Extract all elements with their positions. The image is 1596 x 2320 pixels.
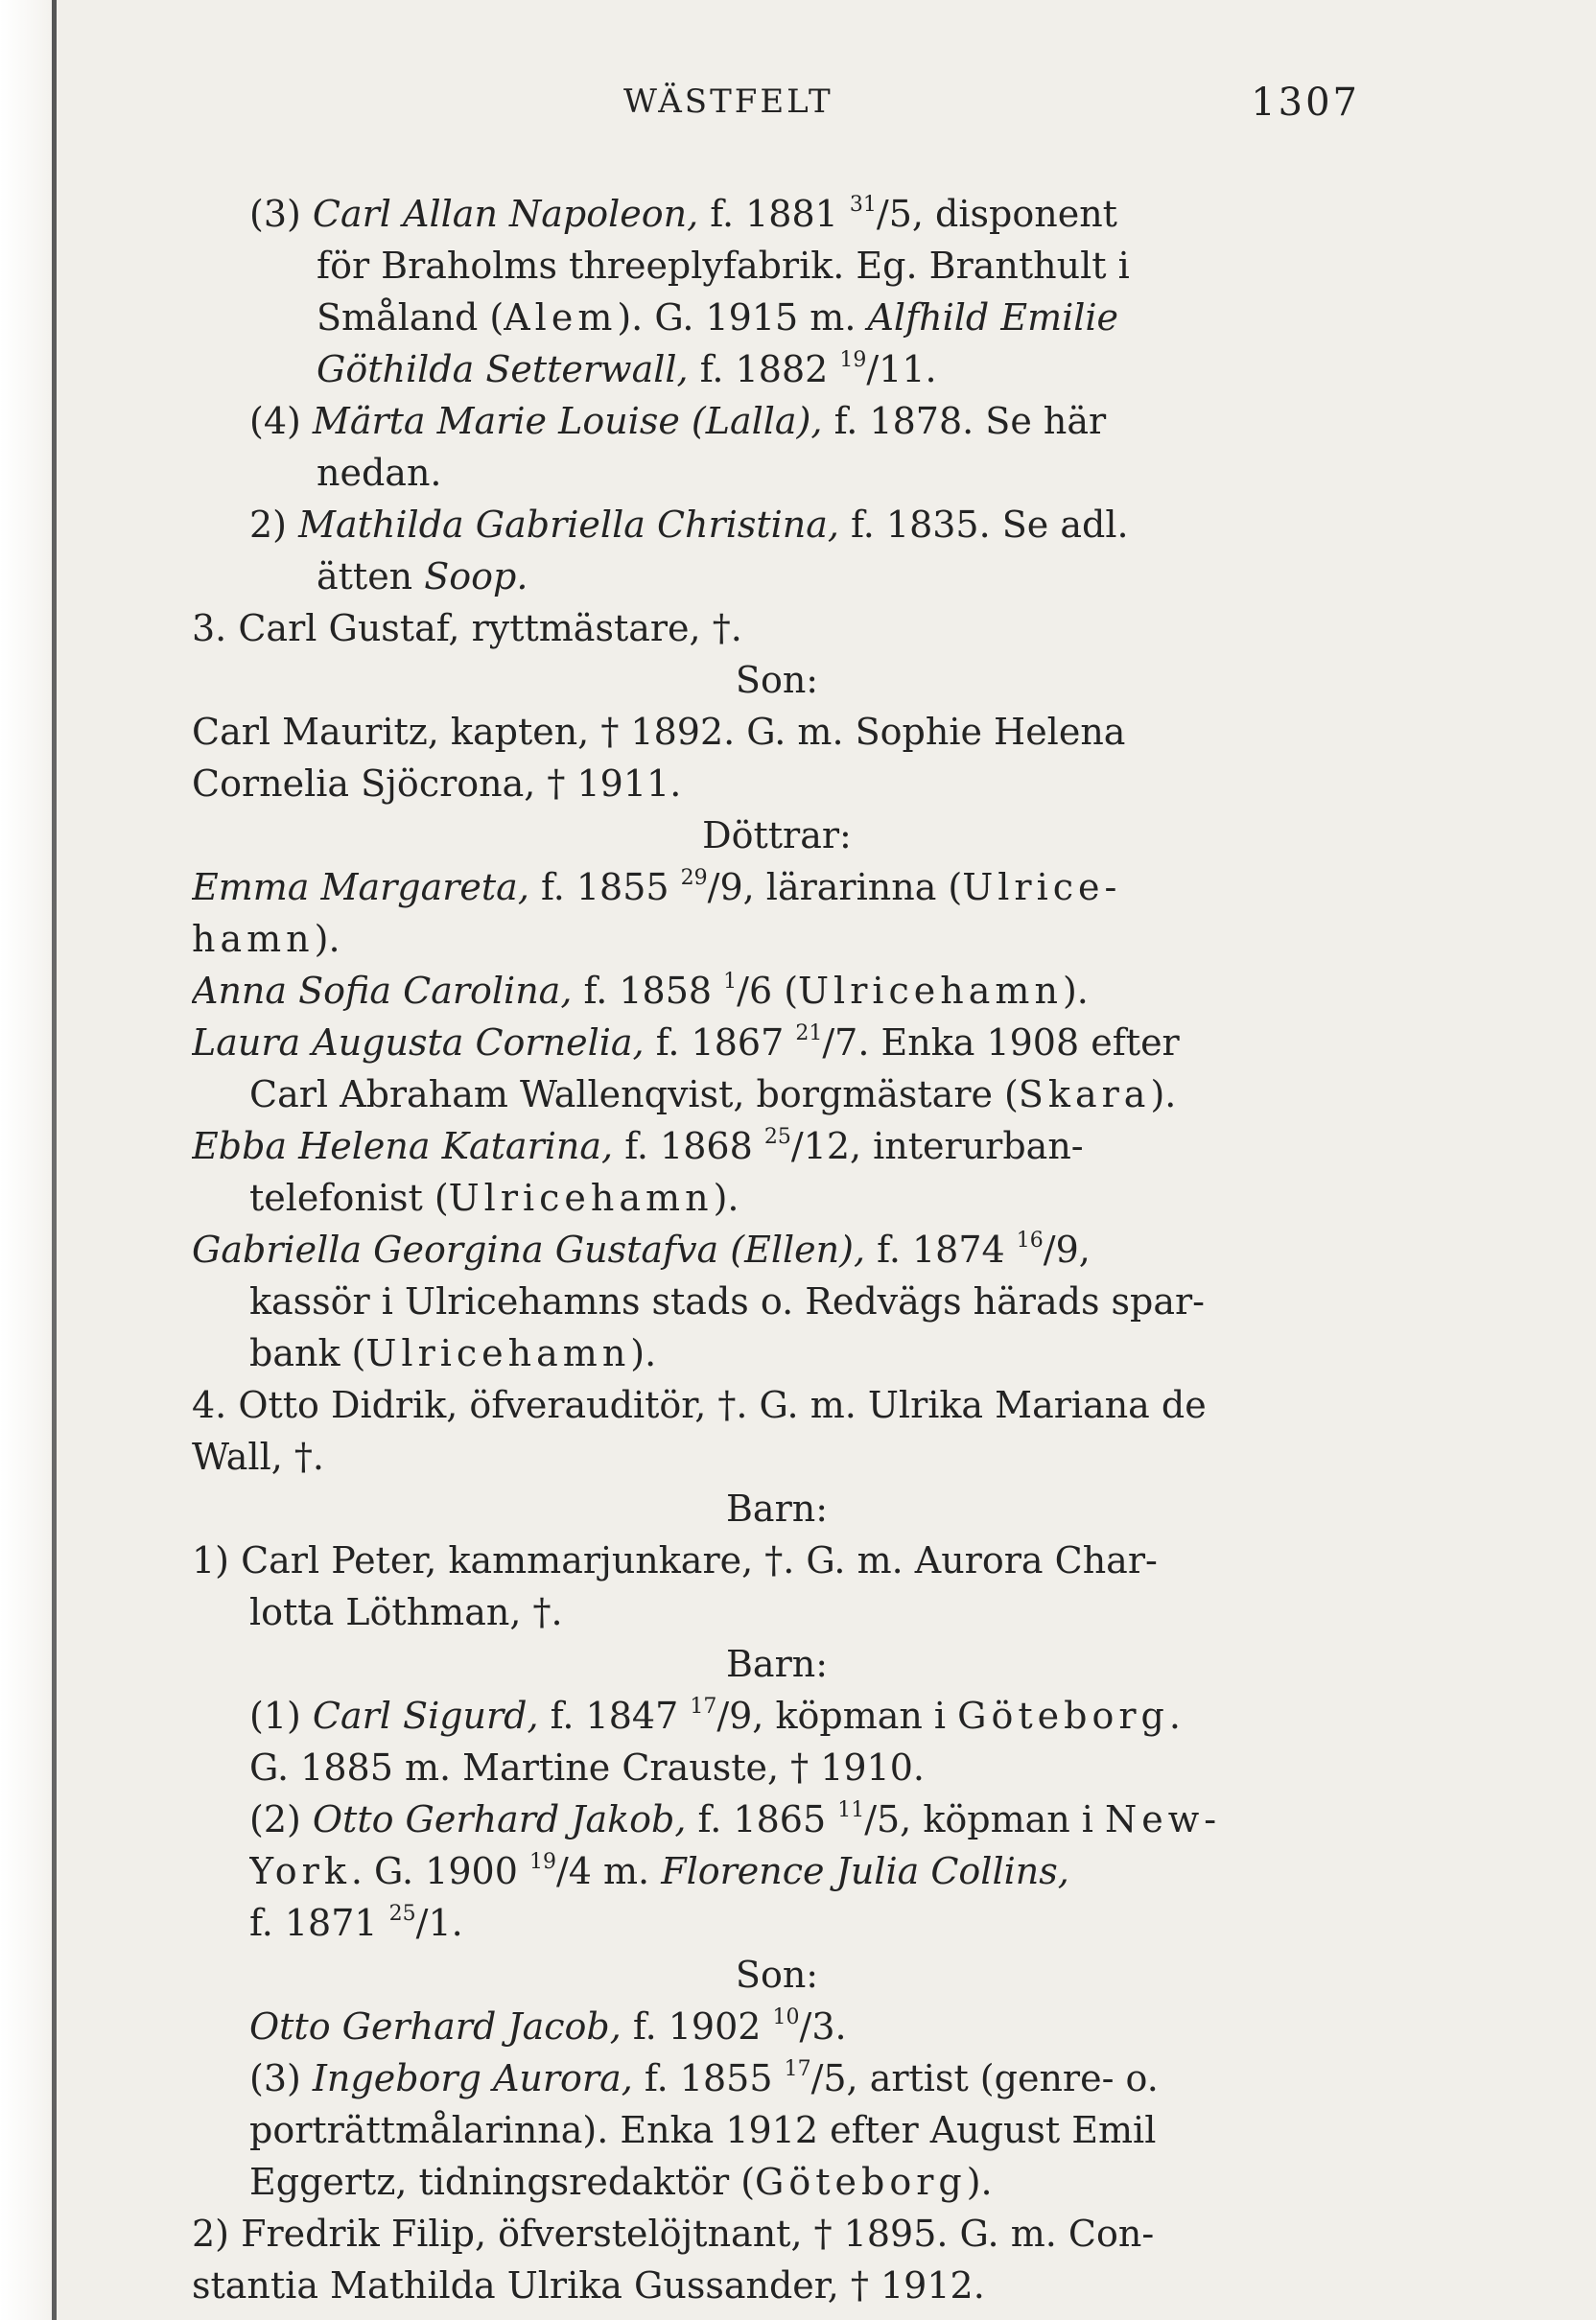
person-name: Laura Augusta Cornelia,	[192, 1021, 645, 1064]
text-line	[317, 292, 1362, 343]
text-segment: f. 1867	[644, 1021, 796, 1064]
person-name: Mathilda Gabriella Christina,	[298, 504, 839, 546]
running-head: WÄSTFELT	[623, 82, 833, 121]
text-line	[249, 1327, 1362, 1379]
person-name: Ebba Helena Katarina,	[192, 1125, 614, 1167]
text-segment: f. 1858	[572, 970, 724, 1012]
text-line	[192, 1017, 1362, 1068]
text-segment: f. 1882	[688, 348, 840, 390]
date-superscript: 11	[837, 1798, 865, 1822]
place-name: Göteborg.	[957, 1695, 1185, 1737]
date-superscript: 17	[784, 2057, 811, 2081]
text-line	[192, 1120, 1362, 1172]
text-line	[249, 1690, 1362, 1742]
text-segment: Eggertz, tidningsredaktör (	[249, 2161, 756, 2203]
text-segment: (1)	[249, 1695, 313, 1737]
text-segment: porträttmålarinna). Enka 1912 efter August Emil	[249, 2109, 1157, 2151]
text-segment: ).	[314, 918, 340, 960]
text-line	[249, 395, 1362, 447]
text-segment: /6 (	[737, 970, 799, 1012]
text-line	[249, 2156, 1362, 2208]
genealogy-entries	[192, 188, 1362, 2311]
text-segment: /5, köpman i	[864, 1798, 1106, 1840]
text-segment: /7. Enka 1908 efter	[822, 1021, 1180, 1064]
text-segment: Carl Mauritz, kapten, † 1892. G. m. Sophie Helena	[192, 711, 1126, 753]
text-segment: Döttrar:	[702, 814, 852, 856]
text-segment: /1.	[415, 1902, 463, 1944]
text-line	[192, 602, 1362, 654]
place-name: Ulricehamn	[448, 1177, 714, 1219]
text-segment: /3.	[799, 2005, 847, 2048]
text-segment: (3)	[249, 193, 313, 235]
text-segment: Son:	[735, 659, 819, 701]
text-line	[249, 2104, 1362, 2156]
text-segment: Barn:	[725, 1488, 829, 1530]
text-segment: /4 m.	[555, 1850, 662, 1892]
text-segment: stantia Mathilda Ulrika Gussander, † 1912.	[192, 2264, 985, 2307]
text-line	[317, 240, 1362, 292]
text-line	[249, 1586, 1362, 1638]
text-line	[192, 1224, 1362, 1276]
text-segment: f. 1868	[613, 1125, 764, 1167]
place-name: Skara	[1018, 1073, 1151, 1115]
place-name: Ulricehamn	[365, 1332, 631, 1374]
place-name: Ulricehamn	[798, 970, 1063, 1012]
text-segment: 4. Otto Didrik, öfverauditör, †. G. m. Ulrika Mariana de	[192, 1384, 1207, 1426]
text-line	[249, 1276, 1362, 1327]
section-heading	[192, 1483, 1362, 1535]
text-segment: f. 1855	[632, 2057, 785, 2099]
text-segment: ).	[966, 2161, 993, 2203]
person-name: Ingeborg Aurora,	[312, 2057, 633, 2099]
text-segment: G. 1885 m. Martine Crauste, † 1910.	[249, 1746, 925, 1789]
text-segment: /5, artist (genre- o.	[810, 2057, 1159, 2099]
person-name: Märta Marie Louise (Lalla),	[312, 400, 823, 442]
text-line	[249, 499, 1362, 551]
date-superscript: 19	[528, 1850, 556, 1874]
text-line	[249, 1742, 1362, 1793]
text-segment: Carl Abraham Wallenqvist, borgmästare (	[249, 1073, 1019, 1115]
text-segment: f. 1874	[865, 1229, 1017, 1271]
date-superscript: 10	[772, 2005, 800, 2029]
text-segment: Wall, †.	[192, 1436, 324, 1478]
text-segment: /9, lärarinna (	[707, 866, 963, 908]
text-line	[192, 965, 1362, 1017]
date-superscript: 25	[388, 1902, 416, 1926]
text-segment: kassör i Ulricehamns stads o. Redvägs härads spar-	[249, 1280, 1206, 1323]
text-line	[192, 2208, 1362, 2260]
text-segment: Barn:	[725, 1643, 829, 1685]
section-heading	[192, 1949, 1362, 2001]
page-number: 1307	[1251, 81, 1360, 125]
text-line	[192, 2260, 1362, 2311]
text-segment: för Braholms threeplyfabrik. Eg. Branthult i	[317, 245, 1130, 287]
person-name: Emma Margareta,	[192, 866, 529, 908]
text-segment: 2)	[249, 504, 299, 546]
date-superscript: 1	[723, 970, 738, 994]
person-name: Carl Sigurd,	[312, 1695, 539, 1737]
text-line	[249, 1172, 1362, 1224]
person-name: Göthilda Setterwall,	[317, 348, 689, 390]
text-line	[192, 758, 1362, 809]
date-superscript: 17	[690, 1695, 717, 1719]
text-segment: 2) Fredrik Filip, öfverstelöjtnant, † 1895. G. m. Con-	[192, 2213, 1155, 2255]
place-name: New-	[1105, 1798, 1222, 1840]
person-name: Anna Sofia Carolina,	[192, 970, 573, 1012]
text-segment: (3)	[249, 2057, 313, 2099]
text-segment: f. 1847	[538, 1695, 691, 1737]
date-superscript: 19	[839, 348, 867, 372]
text-segment: (2)	[249, 1798, 313, 1840]
person-name: Carl Allan Napoleon,	[312, 193, 699, 235]
text-segment: Småland (	[317, 296, 505, 339]
text-line	[249, 2052, 1362, 2104]
text-line	[249, 1068, 1362, 1120]
text-segment: (4)	[249, 400, 313, 442]
text-segment: nedan.	[317, 452, 442, 494]
person-name: Otto Gerhard Jacob,	[249, 2005, 622, 2048]
date-superscript: 21	[795, 1021, 823, 1045]
text-line	[249, 1845, 1362, 1897]
text-line	[249, 1897, 1362, 1949]
section-heading	[192, 654, 1362, 706]
date-superscript: 29	[680, 866, 708, 890]
text-line	[249, 1793, 1362, 1845]
person-name: Florence Julia Collins,	[661, 1850, 1069, 1892]
text-line	[192, 1379, 1362, 1431]
text-line	[317, 447, 1362, 499]
place-name: Göteborg	[755, 2161, 967, 2203]
text-segment: 1) Carl Peter, kammarjunkare, †. G. m. Aurora Char-	[192, 1539, 1158, 1582]
place-name: Alem	[504, 296, 618, 339]
text-line	[317, 551, 1362, 602]
text-line	[192, 861, 1362, 913]
text-segment: /9,	[1043, 1229, 1091, 1271]
place-name: Ulrice-	[962, 866, 1122, 908]
text-segment: /9, köpman i	[716, 1695, 958, 1737]
person-name: Soop.	[424, 555, 528, 598]
place-name: York	[249, 1850, 351, 1892]
text-segment: ). G. 1915 m.	[617, 296, 868, 339]
text-segment: f. 1902	[621, 2005, 773, 2048]
text-segment: lotta Löthman, †.	[249, 1591, 563, 1633]
text-segment: f. 1865	[686, 1798, 838, 1840]
text-segment: f. 1835. Se adl.	[838, 504, 1129, 546]
text-segment: Son:	[735, 1954, 819, 1996]
text-line	[192, 1431, 1362, 1483]
text-segment: ).	[1062, 970, 1089, 1012]
date-superscript: 16	[1016, 1229, 1044, 1253]
text-segment: ).	[1150, 1073, 1177, 1115]
text-segment: . G. 1900	[350, 1850, 529, 1892]
page-header	[623, 82, 1360, 140]
page-spine	[0, 0, 59, 2320]
text-segment: 3. Carl Gustaf, ryttmästare, †.	[192, 607, 742, 649]
text-segment: /11.	[866, 348, 937, 390]
place-name: hamn	[192, 918, 315, 960]
date-superscript: 31	[849, 193, 877, 217]
text-segment: f. 1871	[249, 1902, 389, 1944]
text-segment: telefonist (	[249, 1177, 449, 1219]
person-name: Gabriella Georgina Gustafva (Ellen),	[192, 1229, 866, 1271]
person-name: Alfhild Emilie	[867, 296, 1119, 339]
text-segment: f. 1855	[528, 866, 681, 908]
person-name: Otto Gerhard Jakob,	[312, 1798, 687, 1840]
text-segment: ätten	[317, 555, 425, 598]
text-line	[317, 343, 1362, 395]
text-segment: ).	[630, 1332, 657, 1374]
text-segment: bank (	[249, 1332, 366, 1374]
text-line	[192, 913, 1362, 965]
text-segment: ).	[713, 1177, 739, 1219]
text-segment: f. 1881	[698, 193, 850, 235]
text-segment: f. 1878. Se här	[822, 400, 1107, 442]
text-line	[249, 188, 1362, 240]
date-superscript: 25	[763, 1125, 791, 1149]
section-heading	[192, 1638, 1362, 1690]
text-line	[249, 2001, 1362, 2052]
section-heading	[192, 809, 1362, 861]
text-segment: /12, interurban-	[790, 1125, 1084, 1167]
text-segment: /5, disponent	[876, 193, 1117, 235]
text-line	[192, 706, 1362, 758]
text-line	[192, 1535, 1362, 1586]
spine-shadow-line	[52, 0, 57, 2320]
text-segment: Cornelia Sjöcrona, † 1911.	[192, 762, 682, 805]
